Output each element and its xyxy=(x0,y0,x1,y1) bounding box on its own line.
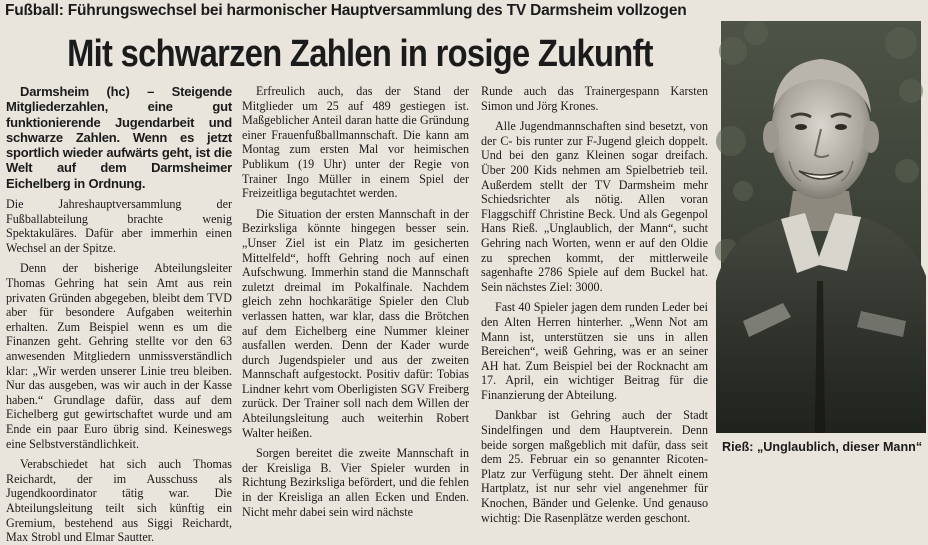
paragraph: Sorgen bereitet die zweite Mannschaft in der Kreisliga B. Vier Spieler wurden in Richtung Bezirksliga befördert, und die fehlen in der Kreisliga an allen Ecken und Enden. Nicht mehr dabei sein wird nächste xyxy=(242,446,469,519)
article-lead: Darmsheim (hc) – Steigende Mitgliederzahlen, eine gut funktionierende Jugendarbeit und schwarze Zahlen. Wenn es jetzt sportlich wieder aufwärts geht, ist die Welt auf dem Darmsheimer Eichelberg in Ordnung. xyxy=(6,84,232,191)
text-column-3 xyxy=(481,84,708,525)
paragraph: Runde auch das Trainergespann Karsten Simon und Jörg Krones. xyxy=(481,84,708,113)
article-headline: Mit schwarzen Zahlen in rosige Zukunft xyxy=(67,33,653,75)
text-column-2 xyxy=(242,84,469,519)
paragraph: Verabschiedet hat sich auch Thomas Reichardt, der im Ausschuss als Jugendkoordinator tätig war. Die Abteilungsleitung teilt sich künftig ein Gremium, bestehend aus Siggi Reichardt, Max Strobl und Elmar Sautter. xyxy=(6,457,232,545)
paragraph: Dankbar ist Gehring auch der Stadt Sindelfingen und dem Hauptverein. Denn beide sorgen maßgeblich mit dafür, dass seit dem 25. Februar ein so genannter Ricoten-Platz zur Verfügung steht. Der ähnelt einem Hartplatz, ist nur sehr viel angenehmer für Knochen, Bänder und Gelenke. Und genauso wichtig: Die Rasenplätze werden geschont. xyxy=(481,408,708,525)
portrait-photo xyxy=(721,21,921,433)
paragraph: Fast 40 Spieler jagen dem runden Leder bei den Alten Herren hinterher. „Wenn Not am Mann ist, unterstützen sie uns in allen Bereichen“, weiß Gehring, was er an seiner AH hat. Zum Beispiel bei der Rocknacht am 17. April, ein wichtiger Beitrag für die Finanzierung der Abteilung. xyxy=(481,300,708,402)
article-kicker: Fußball: Führungswechsel bei harmonischer Hauptversammlung des TV Darmsheim vollzogen xyxy=(5,2,687,19)
paragraph: Die Jahreshauptversammlung der Fußballabteilung brachte wenig Spektakuläres. Dafür aber immerhin einen Wechsel an der Spitze. xyxy=(6,197,232,255)
portrait-illustration xyxy=(721,21,921,433)
text-column-1 xyxy=(6,84,232,545)
paragraph: Alle Jugendmannschaften sind besetzt, von der C- bis runter zur F-Jugend gleich doppelt. Und bei den ganz Kleinen sogar dreifach. Über 200 Kids nehmen am Spielbetrieb teil. Außerdem stellt der TV Darmsheim mehr Schiedsrichter als nötig. Allen voran Flaggschiff Christine Beck. Und als Gegenpol Hans Rieß. „Unglaublich, der Mann“, sucht Gehring nach Worten, wenn er auf den Oldie zu sprechen kommt, der mittlerweile sagenhafte 2786 Spiele auf dem Buckel hat. Sein nächstes Ziel: 3000. xyxy=(481,119,708,294)
paragraph: Denn der bisherige Abteilungsleiter Thomas Gehring hat sein Amt aus rein privaten Gründen abgegeben, bleibt dem TVD aber für besondere Aufgaben weiterhin erhalten. Zum Beispiel wenn es um die Finanzen geht. Gehring stellte vor den 63 anwesenden Mitgliedern unmissverständlich klar: „Wir werden unserer Linie treu bleiben. Nur das ausgeben, was wir auch in der Kasse haben.“ Grundlage dafür, dass auf dem Eichelberg gut gewirtschaftet wurde und am Ende ein paar Euro übrig sind. Keineswegs eine Selbstverständlichkeit. xyxy=(6,261,232,451)
paragraph: Die Situation der ersten Mannschaft in der Bezirksliga könnte hingegen besser sein. „Unser Ziel ist ein Platz im gesicherten Mittelfeld“, hofft Gehring noch auf einen Aufschwung. Immerhin stand die Mannschaft zuletzt dreimal im Pokalfinale. Nachdem gleich zehn hochkarätige Spieler den Club verlassen hatten, war klar, dass die Brötchen auf dem Eichelberg eine Nummer kleiner ausfallen werden. Denn der Kader wurde durch Jugendspieler und aus der zweiten Mannschaft aufgestockt. Positiv dafür: Tobias Lindner kehrt vom Oberligisten SGV Freiberg zurück. Der Trainer soll nach dem Willen der Abteilungsleitung auch weiterhin Robert Walter heißen. xyxy=(242,206,469,440)
photo-caption: Rieß: „Unglaublich, dieser Mann“ xyxy=(722,440,923,454)
paragraph: Erfreulich auch, das der Stand der Mitglieder um 25 auf 489 gestiegen ist. Maßgeblicher Anteil daran hatte die Gründung einer Frauenfußballmannschaft. Die kann am Montag zum ersten Mal vor heimischen Publikum (19 Uhr) unter der Regie von Trainer Ingo Müller in einem Spiel der Freizeitliga begutachtet werden. xyxy=(242,84,469,201)
